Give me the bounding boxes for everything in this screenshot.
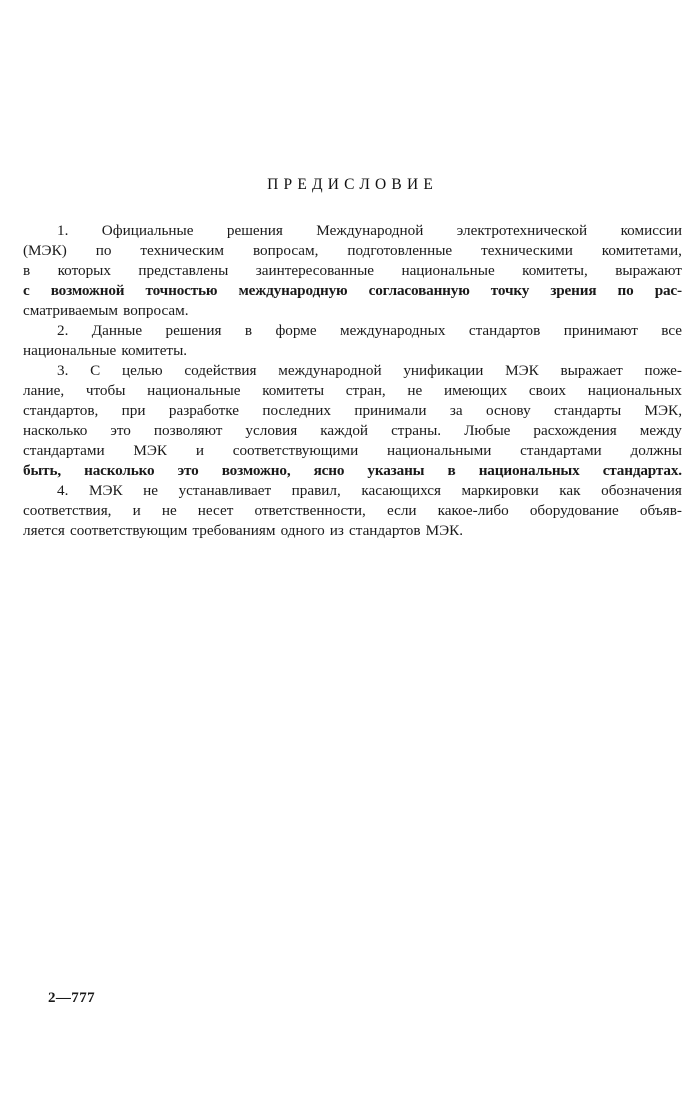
- text-line: [23, 381, 682, 401]
- word: точку: [490, 282, 530, 299]
- word: электротехнической: [456, 222, 588, 239]
- word: вопросам.: [123, 302, 189, 319]
- word: ответственности,: [254, 502, 366, 519]
- word: комиссии: [620, 222, 682, 239]
- word: стандартами: [520, 442, 602, 459]
- paragraph: [23, 481, 683, 541]
- word: сматриваемым: [23, 302, 119, 319]
- text-line: [23, 301, 682, 321]
- paragraph: [23, 361, 683, 481]
- word: национальные: [23, 342, 117, 359]
- word: требованиям: [192, 522, 276, 539]
- word: страны.: [391, 422, 442, 439]
- word: 3.: [57, 362, 69, 379]
- word: стандартами: [23, 442, 105, 459]
- paragraph: [23, 221, 683, 321]
- word: 4.: [57, 482, 69, 499]
- word: комитетами,: [601, 242, 682, 259]
- word: устанавливает: [178, 482, 272, 499]
- word: точностью: [145, 282, 218, 299]
- word: оборудование: [529, 502, 619, 519]
- word: национальных: [587, 382, 682, 399]
- word: если: [386, 502, 417, 519]
- word: МЭК: [505, 362, 539, 379]
- text-line: [23, 221, 682, 241]
- text-line: [23, 441, 682, 461]
- word: принимали: [354, 402, 427, 419]
- word: в: [244, 322, 253, 339]
- word: национальные: [401, 262, 495, 279]
- word: МЭК.: [425, 522, 464, 539]
- word: целью: [121, 362, 163, 379]
- word: ясно: [313, 462, 345, 479]
- text-line: [23, 421, 682, 441]
- word: международных: [340, 322, 446, 339]
- word: возможно,: [221, 462, 291, 479]
- word: позволяют: [153, 422, 223, 439]
- word: комитеты: [262, 382, 325, 399]
- word: между: [639, 422, 682, 439]
- word: соответствия,: [23, 502, 112, 519]
- word: одного: [280, 522, 325, 539]
- word: правил,: [291, 482, 341, 499]
- word: зрения: [550, 282, 597, 299]
- body-text: [23, 221, 683, 541]
- word: унификации: [403, 362, 484, 379]
- word: МЭК,: [644, 402, 682, 419]
- word: представлены: [138, 262, 229, 279]
- word: в: [23, 262, 31, 279]
- text-line: [23, 501, 682, 521]
- word: комитеты.: [121, 342, 188, 359]
- word: маркировки: [461, 482, 539, 499]
- word: стандартов,: [23, 402, 99, 419]
- word: касающихся: [361, 482, 441, 499]
- word: за: [449, 402, 463, 419]
- word: указаны: [367, 462, 425, 479]
- word: подготовленные: [347, 242, 453, 259]
- word: насколько: [23, 422, 88, 439]
- word: С: [90, 362, 101, 379]
- word: насколько: [84, 462, 155, 479]
- word: соответствующим: [69, 522, 188, 539]
- word: Любые: [464, 422, 511, 439]
- word: расхождения: [533, 422, 617, 439]
- word: и: [132, 502, 141, 519]
- word: решения: [226, 222, 283, 239]
- word: техническим: [140, 242, 225, 259]
- word: не: [161, 502, 177, 519]
- word: международную: [238, 282, 348, 299]
- word: Международной: [316, 222, 424, 239]
- word: все: [661, 322, 682, 339]
- word: с: [23, 282, 30, 299]
- word: возможной: [50, 282, 125, 299]
- word: национальных: [478, 462, 580, 479]
- word: стандартов: [349, 522, 421, 539]
- text-line: [23, 261, 682, 281]
- word: по: [95, 242, 112, 259]
- word: своих: [528, 382, 567, 399]
- text-line: [23, 321, 682, 341]
- word: не: [143, 482, 159, 499]
- word: из: [329, 522, 344, 539]
- word: которых: [57, 262, 111, 279]
- word: это: [177, 462, 199, 479]
- word: содействия: [184, 362, 257, 379]
- word: поже-: [644, 362, 682, 379]
- word: комитеты,: [522, 262, 588, 279]
- word: Данные: [91, 322, 143, 339]
- word: условия: [245, 422, 298, 439]
- word: и: [195, 442, 204, 459]
- word: каждой: [320, 422, 369, 439]
- word: это: [110, 422, 131, 439]
- word: как: [559, 482, 581, 499]
- word: (МЭК): [23, 242, 67, 259]
- text-line: [23, 361, 682, 381]
- word: вопросам,: [252, 242, 319, 259]
- word: по: [617, 282, 634, 299]
- word: соответствующими: [232, 442, 359, 459]
- word: стандартах.: [602, 462, 682, 479]
- word: выражают: [615, 262, 682, 279]
- word: имеющих: [443, 382, 508, 399]
- word: должны: [630, 442, 682, 459]
- word: выражает: [560, 362, 623, 379]
- word: 1.: [57, 222, 69, 239]
- word: национальные: [147, 382, 241, 399]
- word: основу: [485, 402, 531, 419]
- word: форме: [275, 322, 317, 339]
- text-line: [23, 241, 682, 261]
- word: объяв-: [639, 502, 682, 519]
- word: техническими: [481, 242, 573, 259]
- word: 2.: [57, 322, 69, 339]
- page-title: ПРЕДИСЛОВИЕ: [267, 176, 439, 193]
- text-line: [23, 481, 682, 501]
- text-line: [23, 521, 682, 541]
- text-line: [23, 341, 682, 361]
- sheet-signature: 2—777: [48, 990, 95, 1006]
- word: стандарты: [554, 402, 622, 419]
- word: стандартов: [468, 322, 541, 339]
- word: Официальные: [101, 222, 194, 239]
- word: при: [121, 402, 146, 419]
- word: несет: [197, 502, 234, 519]
- word: не: [407, 382, 423, 399]
- word: заинтересованные: [255, 262, 375, 279]
- word: чтобы: [85, 382, 126, 399]
- word: согласованную: [368, 282, 470, 299]
- word: обозначения: [601, 482, 682, 499]
- word: разработке: [168, 402, 240, 419]
- word: рас-: [654, 282, 682, 299]
- word: решения: [165, 322, 222, 339]
- word: международной: [278, 362, 382, 379]
- word: МЭК: [88, 482, 123, 499]
- text-line: [23, 281, 682, 301]
- word: лание,: [23, 382, 65, 399]
- word: стран,: [345, 382, 386, 399]
- word: последних: [262, 402, 331, 419]
- word: национальными: [387, 442, 492, 459]
- word: принимают: [563, 322, 638, 339]
- word: МЭК: [133, 442, 168, 459]
- word: ляется: [23, 522, 65, 539]
- text-line: [23, 401, 682, 421]
- word: быть,: [23, 462, 61, 479]
- paragraph: [23, 321, 683, 361]
- word: в: [447, 462, 456, 479]
- word: какое-либо: [437, 502, 509, 519]
- text-line: [23, 461, 682, 481]
